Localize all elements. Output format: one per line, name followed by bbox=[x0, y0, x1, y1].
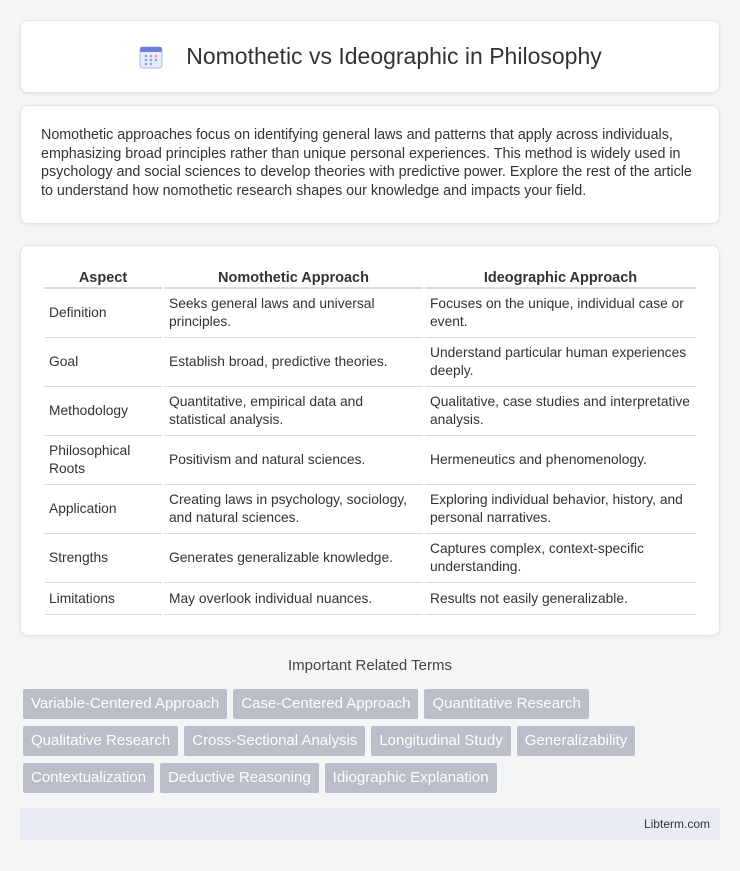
related-term-tag[interactable]: Longitudinal Study bbox=[371, 726, 510, 756]
related-term-tag[interactable]: Generalizability bbox=[517, 726, 636, 756]
title-card bbox=[20, 20, 720, 93]
header-ideographic: Ideographic Approach bbox=[425, 266, 696, 289]
header-aspect: Aspect bbox=[44, 266, 162, 289]
ideographic-cell: Understand particular human experiences deeply. bbox=[425, 338, 696, 387]
related-term-tag[interactable]: Quantitative Research bbox=[424, 689, 588, 719]
aspect-cell: Limitations bbox=[44, 583, 162, 615]
nomothetic-cell: Generates generalizable knowledge. bbox=[164, 534, 423, 583]
comparison-table bbox=[42, 266, 698, 615]
ideographic-cell: Hermeneutics and phenomenology. bbox=[425, 436, 696, 485]
aspect-cell: Application bbox=[44, 485, 162, 534]
comparison-table-card bbox=[20, 245, 720, 636]
related-terms-list bbox=[23, 689, 703, 793]
document-list-icon bbox=[138, 44, 164, 70]
nomothetic-cell: Positivism and natural sciences. bbox=[164, 436, 423, 485]
table-row bbox=[44, 485, 696, 534]
ideographic-cell: Focuses on the unique, individual case or event. bbox=[425, 289, 696, 338]
aspect-cell: Philosophical Roots bbox=[44, 436, 162, 485]
ideographic-cell: Exploring individual behavior, history, and personal narratives. bbox=[425, 485, 696, 534]
related-term-tag[interactable]: Idiographic Explanation bbox=[325, 763, 497, 793]
nomothetic-cell: Seeks general laws and universal principles. bbox=[164, 289, 423, 338]
intro-paragraph: Nomothetic approaches focus on identifying general laws and patterns that apply across individuals, emphasizing broad principles rather than unique personal experiences. This method is widely used in psychology and social sciences to develop theories with predictive power. Explore the rest of the article to understand how nomothetic research shapes our knowledge and impacts your field. bbox=[41, 127, 692, 199]
nomothetic-cell: Establish broad, predictive theories. bbox=[164, 338, 423, 387]
table-row bbox=[44, 534, 696, 583]
related-terms-heading: Important Related Terms bbox=[288, 657, 452, 674]
table-row bbox=[44, 436, 696, 485]
nomothetic-cell: Quantitative, empirical data and statistical analysis. bbox=[164, 387, 423, 436]
table-header-row bbox=[44, 266, 696, 289]
related-term-tag[interactable]: Cross-Sectional Analysis bbox=[184, 726, 365, 756]
table-row bbox=[44, 338, 696, 387]
nomothetic-cell: May overlook individual nuances. bbox=[164, 583, 423, 615]
aspect-cell: Methodology bbox=[44, 387, 162, 436]
related-term-tag[interactable]: Case-Centered Approach bbox=[233, 689, 418, 719]
related-term-tag[interactable]: Deductive Reasoning bbox=[160, 763, 319, 793]
header-nomothetic: Nomothetic Approach bbox=[164, 266, 423, 289]
ideographic-cell: Results not easily generalizable. bbox=[425, 583, 696, 615]
ideographic-cell: Qualitative, case studies and interpretative analysis. bbox=[425, 387, 696, 436]
table-row bbox=[44, 289, 696, 338]
footer-site-link[interactable]: Libterm.com bbox=[643, 817, 710, 831]
footer bbox=[20, 808, 720, 840]
table-row bbox=[44, 387, 696, 436]
table-row bbox=[44, 583, 696, 615]
ideographic-cell: Captures complex, context-specific understanding. bbox=[425, 534, 696, 583]
page-title: Nomothetic vs Ideographic in Philosophy bbox=[186, 43, 602, 69]
related-term-tag[interactable]: Contextualization bbox=[23, 763, 154, 793]
related-term-tag[interactable]: Qualitative Research bbox=[23, 726, 178, 756]
aspect-cell: Strengths bbox=[44, 534, 162, 583]
nomothetic-cell: Creating laws in psychology, sociology, and natural sciences. bbox=[164, 485, 423, 534]
aspect-cell: Definition bbox=[44, 289, 162, 338]
intro-card bbox=[20, 105, 720, 224]
aspect-cell: Goal bbox=[44, 338, 162, 387]
related-term-tag[interactable]: Variable-Centered Approach bbox=[23, 689, 227, 719]
